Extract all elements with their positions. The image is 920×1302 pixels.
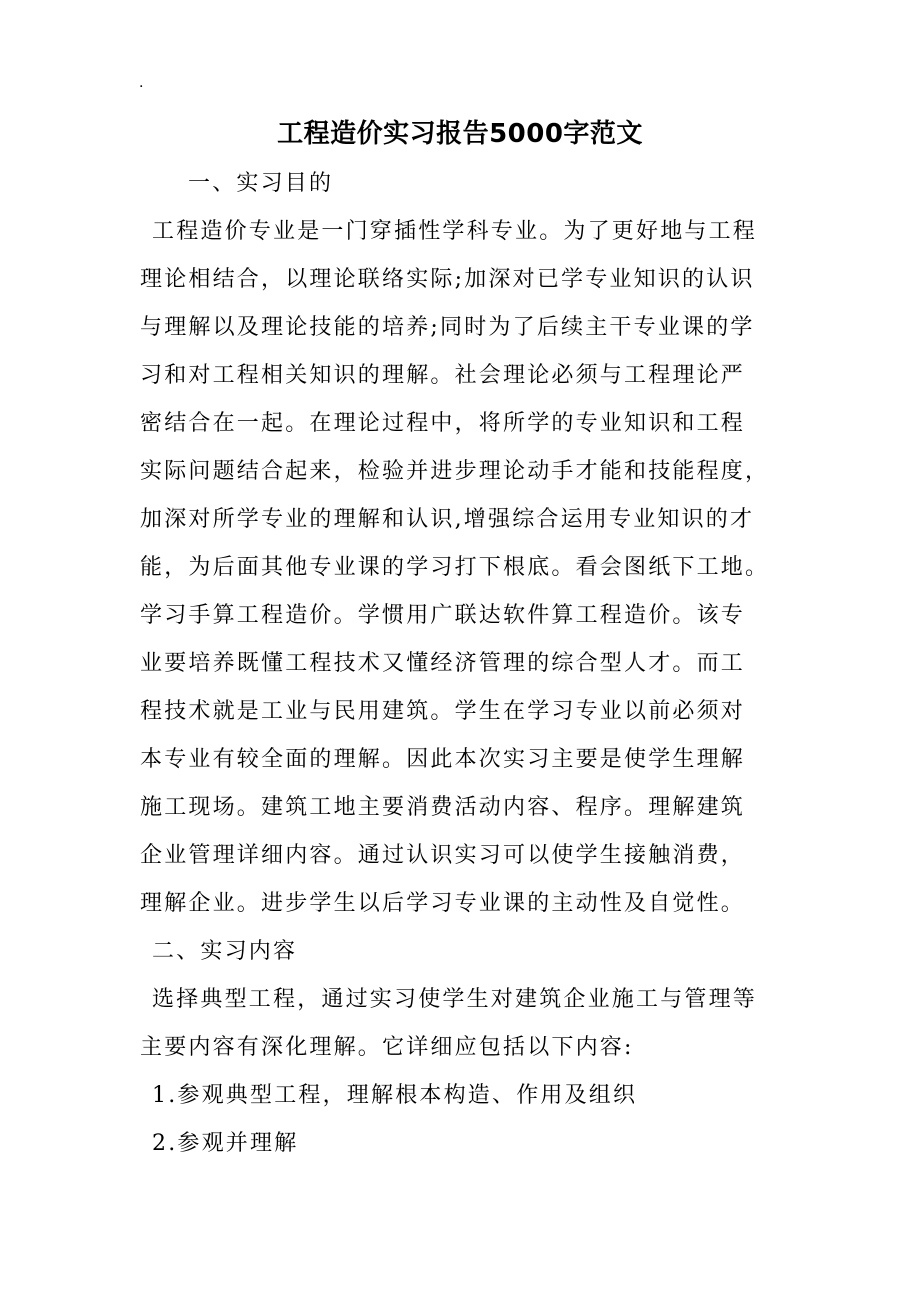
paragraph-line: 理解企业。进步学生以后学习专业课的主动性及自觉性。 <box>140 891 746 916</box>
paragraph-line: 施工现场。建筑工地主要消费活动内容、程序。理解建筑 <box>140 795 746 820</box>
paragraph-line: 实际问题结合起来，检验并进步理论动手才能和技能程度， <box>140 459 770 484</box>
section-heading-purpose: 一、实习目的 <box>188 171 334 196</box>
paragraph-line: 工程造价专业是一门穿插性学科专业。为了更好地与工程 <box>152 219 758 244</box>
paragraph-line: 企业管理详细内容。通过认识实习可以使学生接触消费， <box>140 843 746 868</box>
paragraph-line: 主要内容有深化理解。它详细应包括以下内容: <box>140 1035 634 1060</box>
section-heading-content: 二、实习内容 <box>152 939 298 964</box>
paragraph-line: 业要培养既懂工程技术又懂经济管理的综合型人才。而工 <box>140 651 746 676</box>
paragraph-line: 与理解以及理论技能的培养;同时为了后续主干专业课的学 <box>140 315 755 340</box>
paragraph-line: 选择典型工程，通过实习使学生对建筑企业施工与管理等 <box>152 987 758 1012</box>
list-item: 1.参观典型工程，理解根本构造、作用及组织 <box>152 1083 638 1108</box>
page-marker: . <box>139 75 144 91</box>
paragraph-line: 加深对所学专业的理解和认识,增强综合运用专业知识的才 <box>140 507 755 532</box>
paragraph-line: 密结合在一起。在理论过程中，将所学的专业知识和工程 <box>140 411 746 436</box>
list-item: 2.参观并理解 <box>152 1131 299 1156</box>
document-title: 工程造价实习报告5000字范文 <box>277 119 643 149</box>
paragraph-line: 习和对工程相关知识的理解。社会理论必须与工程理论严 <box>140 363 746 388</box>
paragraph-line: 本专业有较全面的理解。因此本次实习主要是使学生理解 <box>140 747 746 772</box>
paragraph-line: 学习手算工程造价。学惯用广联达软件算工程造价。该专 <box>140 603 746 628</box>
paragraph-line: 理论相结合，以理论联络实际;加深对已学专业知识的认识 <box>140 267 755 292</box>
paragraph-line: 程技术就是工业与民用建筑。学生在学习专业以前必须对 <box>140 699 746 724</box>
paragraph-line: 能，为后面其他专业课的学习打下根底。看会图纸下工地。 <box>140 555 770 580</box>
